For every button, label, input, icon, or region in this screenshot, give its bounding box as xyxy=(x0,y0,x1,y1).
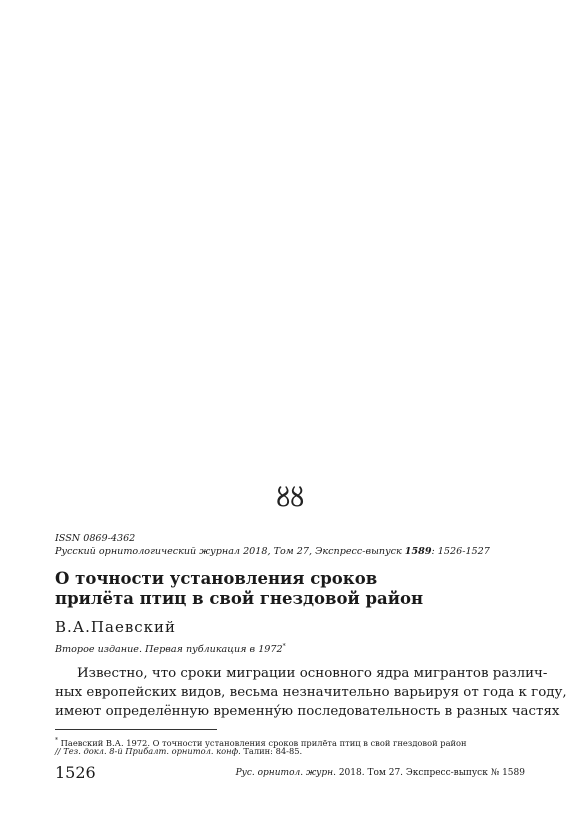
issn: ISSN 0869-4362 xyxy=(55,533,136,544)
footnote-line-2 xyxy=(55,746,302,757)
title-line-2: прилёта птиц в свой гнездовой район xyxy=(55,589,424,608)
journal-suffix: : 1526-1527 xyxy=(431,546,490,557)
edition-footnote-marker: * xyxy=(282,643,286,650)
footnote-rule xyxy=(55,729,217,730)
author: В.А.Паевский xyxy=(55,618,177,636)
ornament-left-icon: ȣ xyxy=(265,483,290,513)
footnote-marker: * xyxy=(55,737,58,744)
edition-note-text: Второе издание. Первая публикация в 1972 xyxy=(55,644,283,656)
footnote-text: Паевский В.А. 1972. О точности установления сроков прилёта птиц в свой гнездовой район xyxy=(60,737,467,748)
journal-prefix: Русский орнитологический журнал 2018, Том 27, Экспресс-выпуск xyxy=(55,546,405,557)
body-line: ных европейских видов, весьма незначительно варьируя от года к году, xyxy=(55,685,567,700)
ornament-right-icon: ȣ xyxy=(290,483,315,513)
running-head-journal: Рус. орнитол. журн. xyxy=(235,768,336,778)
page-number: 1526 xyxy=(55,763,96,782)
body-line: Известно, что сроки миграции основного ядра мигрантов различ- xyxy=(77,666,548,681)
ornament xyxy=(0,485,580,511)
edition-note xyxy=(55,643,286,655)
body-line: имеют определённую временну́ю последовательность в разных частях xyxy=(55,704,560,719)
title-line-1: О точности установления сроков xyxy=(55,569,378,588)
footnote-source: // Тез. докл. 8-й Прибалт. орнитол. конф. xyxy=(55,746,241,756)
running-head xyxy=(236,768,525,778)
body-text xyxy=(55,664,567,721)
footnote-pages: Талин: 84-85. xyxy=(240,746,303,756)
article-title xyxy=(55,569,525,609)
issue-number: 1589 xyxy=(404,546,432,557)
running-head-issue: 2018. Том 27. Экспресс-выпуск № 1589 xyxy=(335,768,525,778)
journal-citation xyxy=(55,545,490,558)
